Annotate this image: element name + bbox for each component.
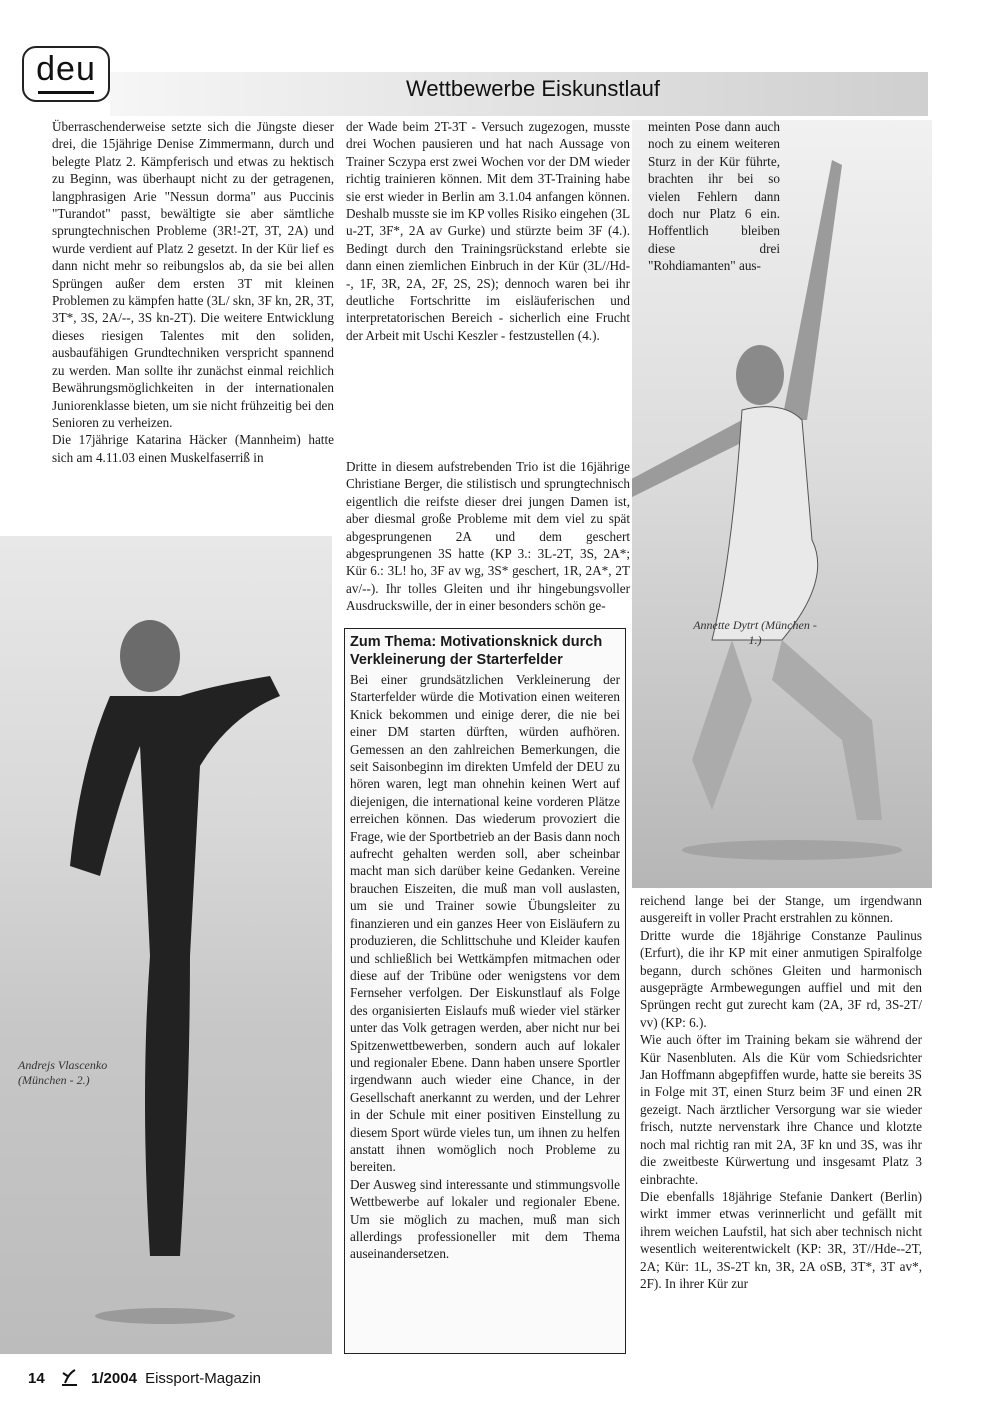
paragraph: Dritte wurde die 18jährige Constanze Paulinus (Erfurt), die ihr KP mit einer anmutigen Spiralfolge begann, durch schönes Gleiten und harmonisch ausgeprägte Armbewegungen auffiel und mit den Sprüngen recht gut zurecht kam (2A, 3F rd, 3S-2T/ vv) (KP: 6.). — [640, 927, 922, 1030]
box-paragraph: Bei einer grundsätzlichen Verkleinerung der Starterfelder würde die Motivation einen weiteren Knick bekommen und einige derer, die nie bei einer DM starten dürften, würden aufhören. Gemessen an den zahlreichen Bemerkungen, die seit Saisonbeginn im direkten Umfeld der DEU zu hören waren, legt man ohnehin keinen Wert auf diejenigen, die international keine vorderen Plätze erreichen können. Das wiederum provoziert die Frage, wie der Sportbetrieb an der Basis dann noch aufrecht gehalten werden soll, aber scheinbar macht man sich darüber keine Gedanken. Vereine brauchen Eiszeiten, die muß man voll auslasten, um sie und Trainer sowie Übungsleiter zu finanzieren und ein ganzes Heer von Eisläufern zu produzieren, die Schlittschuhe und Kleider kaufen und schließlich bei Wettkämpfen mitmachen oder diese auf der Tribüne oder wenigstens vor dem Fernseher verfolgen. Der Eiskunstlauf als Folge des organisierten Eislaufs muß wieder viel stärker unter das Volk getragen werden, aber nicht nur bei Spitzenwettbewerben, sondern auch auf lokaler und regionaler Ebene. Dann haben unsere Sportler irgendwann auch wieder eine Chance, in der Gesellschaft anerkannt zu werden, und der Lehrer in der Schule mit einer positiven Einstellung zu diesem Sport würde vieles tun, um ihnen zu helfen anstatt ihnen womöglich noch Probleme zu bereiten. — [350, 672, 620, 1175]
article-column-1 — [52, 118, 334, 466]
paragraph: Dritte in diesem aufstrebenden Trio ist die 16jährige Christiane Berger, die stilistisch und sprungtechnisch eigentlich die reifste dieser drei jungen Damen ist, aber diesmal große Probleme mit dem viel zu spät abgesprungenen 2A und dem geschert abgesprungenen 3S hatte (KP 3.: 3L-2T, 3S, 2A*; Kür 6.: 3L! ho, 3F av wg, 3S* geschert, 1R, 2A*, 2T av/--). Ihr tolles Gleiten und ihr hingebungsvoller Ausdruckswille, der in einer besonders schön ge- — [346, 459, 630, 614]
paragraph: der Wade beim 2T-3T - Versuch zugezogen, musste drei Wochen pausieren und hat nach Aussage von Trainer Sczypa erst zwei Wochen vor der DM wieder richtig trainieren können. Mit dem 3T-Training habe sie erst wieder in Berlin am 3.1.04 anfangen können. Deshalb musste sie im KP volles Risiko eingehen (3L u-2T, 3F*, 2A av Gurke) und stürzte beim 3F (4.). Bedingt durch den Trainingsrückstand erlebte sie dann einen ziemlichen Einbruch in der Kür (3L//Hd--, 1F, 3R, 2A, 2F, 2S, 2S); dennoch waren bei ihr deutliche Fortschritte im eisläuferischen und interpretatorischen Bereich - sicherlich eine Frucht der Arbeit mit Uschi Keszler - festzustellen (4.). — [346, 119, 630, 343]
photo-male-skater — [0, 536, 332, 1354]
paragraph: Überraschenderweise setzte sich die Jüngste dieser drei, die 15jährige Denise Zimmermann, durch und belegte Platz 2. Kämpferisch und etwas zu hektisch zu Beginn, was überhaupt nicht zu der getragenen, langphrasigen Arie "Nessun dorma" aus Puccinis "Turandot" passt, bewältigte sie aber sämtliche sprungtechnischen Probleme (3R!-2T, 3T, 2A) und wurde verdient auf Platz 2 gesetzt. In der Kür lief es dann nicht mehr so reibungslos ab, da sie bei allen Sprüngen außer dem ersten 3T mit kleinen Problemen zu kämpfen hatte (3L/ skn, 3F kn, 2R, 3T, 3T*, 3S, 2A/--, 3S kn-2T). Die weitere Entwicklung dieses riesigen Talentes mit den soliden, ausbaufähigen Grundtechniken verspricht spannend zu werden. Man sollte ihr zunächst einmal reichlich Bewährungsmöglichkeiten in der internationalen Juniorenklasse bieten, um sie nicht frühzeitig bei den Senioren zu verheizen. — [52, 119, 334, 430]
article-column-2 — [346, 118, 630, 344]
photo-caption-left: Andrejs Vlascenko (München - 2.) — [18, 1058, 108, 1087]
sidebar-box — [344, 628, 626, 1354]
box-paragraph: Der Ausweg sind interessante und stimmungsvolle Wettbewerbe auf lokaler und regionaler Ebene. Um sie möglich zu machen, muß man sich allerdings professioneller mit dem Thema auseinandersetzen. — [350, 1176, 620, 1262]
page-number: 14 — [28, 1370, 45, 1387]
issue-number: 1/2004 — [91, 1370, 137, 1387]
magazine-name: Eissport-Magazin — [145, 1370, 261, 1387]
logo-text: deu — [36, 50, 96, 88]
photo-caption-right: Annette Dytrt (München - 1.) — [693, 618, 817, 647]
page-footer — [28, 1367, 261, 1391]
skater-silhouette-left — [0, 536, 332, 1354]
paragraph: Die 17jährige Katarina Häcker (Mannheim) hatte sich am 4.11.03 einen Muskelfaserriß in — [52, 432, 334, 465]
paragraph: reichend lange bei der Stange, um irgendwann ausgereift in voller Pracht erstrahlen zu können. — [640, 893, 922, 926]
paragraph: Die ebenfalls 18jährige Stefanie Dankert (Berlin) wirkt immer etwas verinnerlicht und gefällt mit ihrem weichen Laufstil, hat sich aber technisch nicht wesentlich weiterentwickelt (KP: 3R, 3T//Hde--2T, 2A; Kür: 1L, 3S-2T kn, 3R, 2A oSB, 3T*, 3T av*, 2F). In ihrer Kür zur — [640, 1188, 922, 1291]
box-title: Zum Thema: Motivationsknick durch Verkleinerung der Starterfelder — [350, 634, 603, 668]
section-title: Wettbewerbe Eiskunstlauf — [406, 76, 660, 101]
article-column-3 — [648, 118, 780, 275]
article-column-2-continued — [346, 458, 630, 615]
article-column-3-continued — [640, 892, 922, 1292]
logo-underline — [38, 91, 94, 94]
paragraph: meinten Pose dann auch noch zu einem weiteren Sturz in der Kür führte, brachten ihr bei so vielen Fehlern dann doch nur Platz 6 ein. Hoffentlich bleiben diese drei "Rohdiamanten" aus- — [648, 119, 780, 274]
paragraph: Wie auch öfter im Training bekam sie während der Kür Nasenbluten. Als die Kür vom Schiedsrichter Jan Hoffmann abgepfiffen wurde, hatte sie bereits 3S in Folge mit 3T, einen Sturz beim 3F und einen 2R gezeigt. Nach ärztlicher Versorgung war sie wieder frisch, nutzte nervenstark ihre Chance und klotzte noch mal richtig ran mit 2A, 3F kn und 3S, was ihr die zweitbeste Kürwertung und insgesamt Platz 3 einbrachte. — [640, 1032, 922, 1187]
deu-logo — [22, 46, 110, 102]
skater-icon — [59, 1367, 81, 1391]
